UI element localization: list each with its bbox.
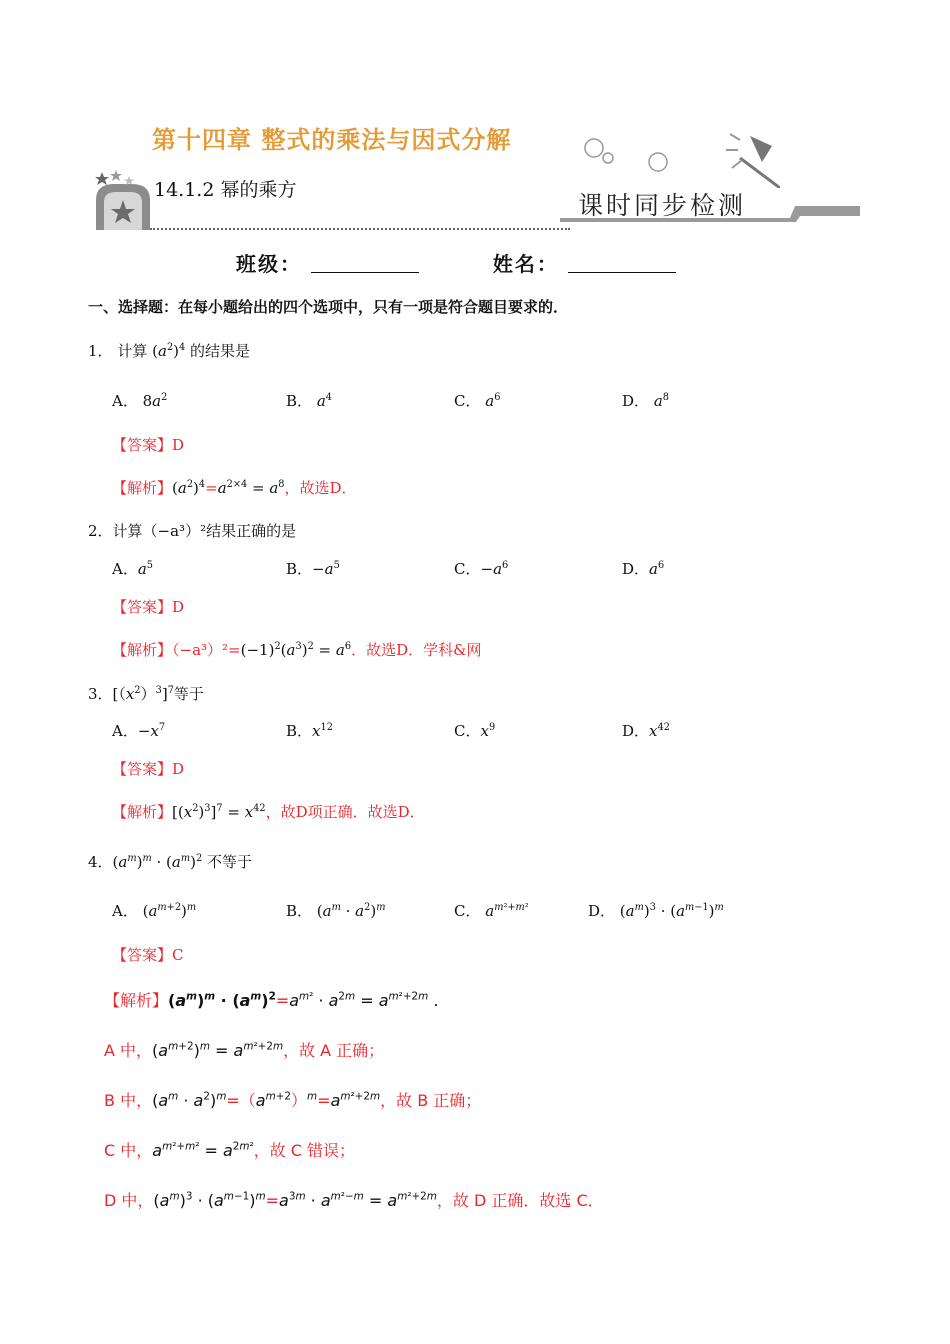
q3-option-b: B．$x^{12}$ <box>286 722 333 740</box>
q4-option-b: B． $(a^m \cdot a^2)^m$ <box>286 902 386 920</box>
header-dotted-divider <box>150 228 570 230</box>
q4-analysis-b: B 中，$(a^m \cdot a^2)^m=(a^{m+2})^m=a^{m^2+2m}$，故 B 正确； <box>104 1090 482 1110</box>
q4-option-c: C． $a^{m^2+m^2}$ <box>454 902 529 920</box>
question-3: 3．$[(x^2)^3]^7$等于 <box>88 685 204 703</box>
question-number: 1． <box>88 342 113 360</box>
q2-answer: 【答案】D <box>112 598 185 616</box>
q4-analysis-c: C 中，$a^{m^2+m^2} = a^{2m^2}$，故 C 错误； <box>104 1140 356 1160</box>
q1-option-c: C． $a^6$ <box>454 392 501 410</box>
q4-analysis: 【解析】$(a^m)^m \cdot (a^m)^2=a^{m^2} \cdot a^{2m} = a^{m^2+2m}$ . <box>104 990 439 1010</box>
q4-analysis-d: D 中，$(a^m)^3 \cdot (a^{m-1})^m=a^{3m} \cdot a^{m^2-m} = a^{m^2+2m}$，故 D 正确．故选 C． <box>104 1190 604 1210</box>
q3-analysis: 【解析】$[(x^2)^3]^7 = x^{42}$，故D项正确．故选D． <box>112 803 425 821</box>
question-text: 等于 <box>173 685 204 703</box>
q1-option-b: B． $a^4$ <box>286 392 332 410</box>
question-math: $(a^m)^m \cdot (a^m)^2$ <box>112 853 203 871</box>
chapter-title: 第十四章 整式的乘法与因式分解 <box>152 126 512 154</box>
q3-answer: 【答案】D <box>112 760 185 778</box>
section-title: 14.1.2 幂的乘方 <box>154 179 297 201</box>
q2-option-a: A．$a^5$ <box>112 560 154 578</box>
q1-option-d: D． $a^8$ <box>622 392 669 410</box>
banner-title: 课时同步检测 <box>578 191 747 220</box>
class-blank <box>311 252 419 273</box>
q1-option-a: A． $8a^2$ <box>112 392 168 410</box>
q3-option-a: A．$-x^7$ <box>112 722 166 740</box>
question-1 <box>88 340 250 361</box>
question-math: $(a^2)^4$ <box>152 342 186 360</box>
q2-analysis: 【解析】$(-a^3)^2=(-1)^2(a^3)^2 = a^6$．故选D．学科&网 <box>112 641 482 659</box>
question-text: 的结果是 <box>190 342 251 360</box>
question-text: 计算（−a³）²结果正确的是 <box>112 522 297 540</box>
name-label: 姓名： <box>492 252 559 276</box>
q4-option-d: D． $(a^m)^3 \cdot (a^{m-1})^m$ <box>588 902 724 920</box>
q4-analysis-a: A 中，$(a^{m+2})^m = a^{m^2+2m}$，故 A 正确； <box>104 1040 385 1060</box>
class-label: 班级： <box>236 252 302 276</box>
question-2: 2．计算（−a³）²结果正确的是 <box>88 522 297 540</box>
star-emblem-icon <box>92 170 154 232</box>
q3-option-d: D．$x^{42}$ <box>622 722 670 740</box>
q2-option-c: C．$-a^6$ <box>454 560 509 578</box>
question-math: $[(x^2)^3]^7$ <box>112 685 174 703</box>
q4-option-a: A． $(a^{m+2})^m$ <box>112 902 197 920</box>
q1-analysis: 【解析】$(a^2)^4=a^{2\times 4} = a^8$，故选D． <box>112 479 357 497</box>
q2-option-d: D．$a^6$ <box>622 560 665 578</box>
question-text: 计算 <box>117 342 148 360</box>
q1-answer: 【答案】D <box>112 436 185 454</box>
question-text: 不等于 <box>206 853 252 871</box>
name-blank <box>568 252 676 273</box>
section-instructions: 一、选择题：在每小题给出的四个选项中，只有一项是符合题目要求的． <box>88 298 569 316</box>
q3-option-c: C．$x^9$ <box>454 722 496 740</box>
q4-answer: 【答案】C <box>112 946 184 964</box>
q2-option-b: B．$-a^5$ <box>286 560 340 578</box>
desk-lamp-decoration-icon <box>580 128 780 188</box>
question-4: 4．$(a^m)^m \cdot (a^m)^2$ 不等于 <box>88 853 252 871</box>
class-name-row <box>236 248 676 277</box>
